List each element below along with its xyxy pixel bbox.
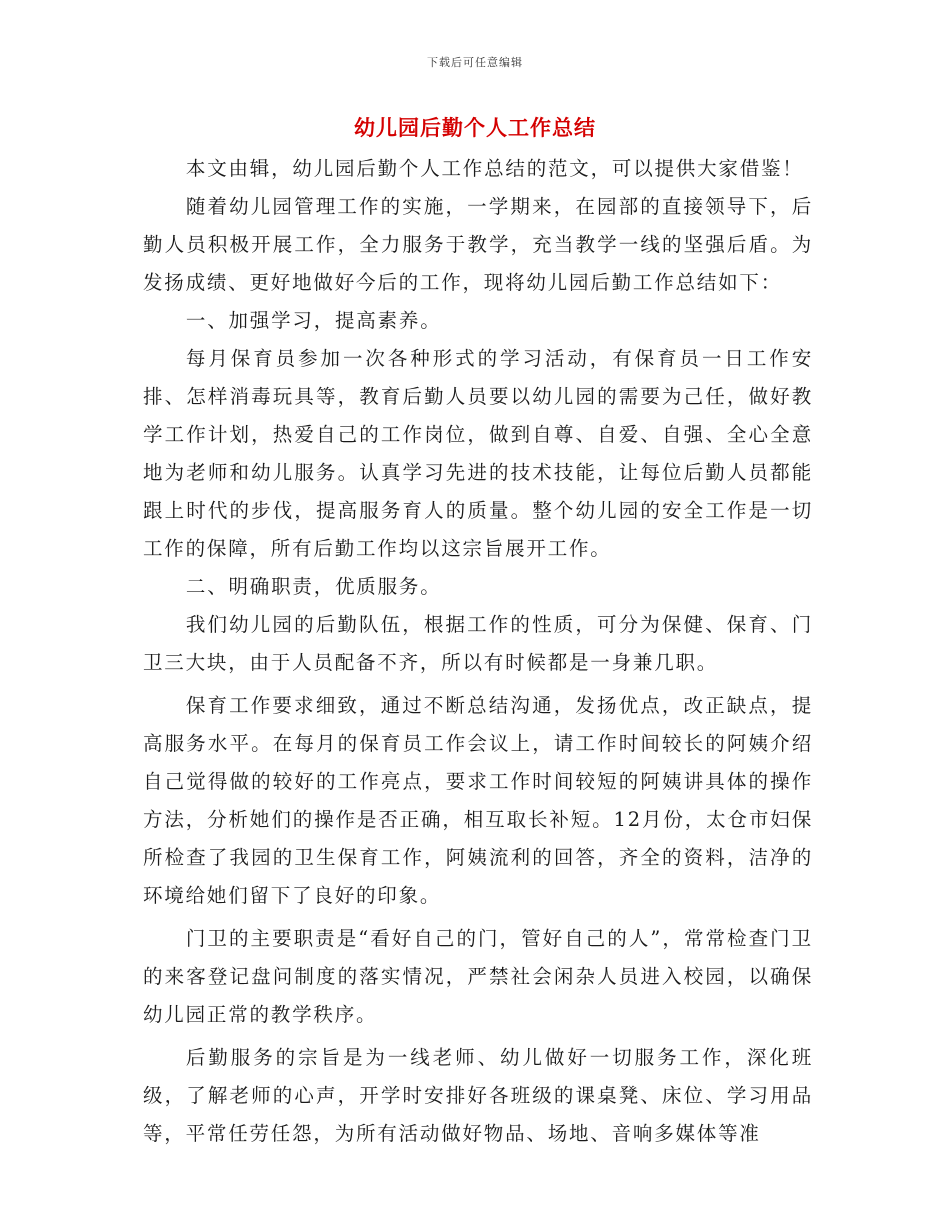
document-title: 幼儿园后勤个人工作总结 (354, 115, 596, 140)
paragraph-guard: 门卫的主要职责是“看好自己的门，管好自己的人”，常常检查门卫的来客登记盘问制度的落实情况，严禁社会闲杂人员进入校园，以确保幼儿园正常的教学秩序。 (143, 927, 813, 1026)
paragraph-service: 后勤服务的宗旨是为一线老师、幼儿做好一切服务工作，深化班级，了解老师的心声，开学时安排好各班级的课桌凳、床位、学习用品等，平常任劳任怨，为所有活动做好物品、场地、音响多媒体等准 (143, 1046, 813, 1145)
section-heading-2: 二、明确职责，优质服务。 (185, 575, 442, 598)
paragraph-intro: 本文由辑，幼儿园后勤个人工作总结的范文，可以提供大家借鉴！ (185, 157, 804, 180)
page-header-note: 下载后可任意编辑 (427, 56, 523, 69)
document-body (143, 150, 813, 1153)
section-heading-1: 一、加强学习，提高素养。 (185, 309, 442, 332)
paragraph-overview: 随着幼儿园管理工作的实施，一学期来，在园部的直接领导下，后勤人员积极开展工作，全力服务于教学，充当教学一线的坚强后盾。为发扬成绩、更好地做好今后的工作，现将幼儿园后勤工作总结如下： (143, 195, 813, 294)
paragraph-team: 我们幼儿园的后勤队伍，根据工作的性质，可分为保健、保育、门卫三大块，由于人员配备不齐，所以有时候都是一身兼几职。 (143, 613, 813, 674)
paragraph-study: 每月保育员参加一次各种形式的学习活动，有保育员一日工作安排、怎样消毒玩具等，教育后勤人员要以幼儿园的需要为己任，做好教学工作计划，热爱自己的工作岗位，做到自尊、自爱、自强、全心全意地为老师和幼儿服务。认真学习先进的技术技能，让每位后勤人员都能跟上时代的步伐，提高服务育人的质量。整个幼儿园的安全工作是一切工作的保障，所有后勤工作均以这宗旨展开工作。 (143, 347, 813, 560)
paragraph-childcare: 保育工作要求细致，通过不断总结沟通，发扬优点，改正缺点，提高服务水平。在每月的保育员工作会议上，请工作时间较长的阿姨介绍自己觉得做的较好的工作亮点，要求工作时间较短的阿姨讲具体的操作方法，分析她们的操作是否正确，相互取长补短。12月份，太仓市妇保所检查了我园的卫生保育工作，阿姨流利的回答，齐全的资料，洁净的环境给她们留下了良好的印象。 (143, 694, 813, 907)
